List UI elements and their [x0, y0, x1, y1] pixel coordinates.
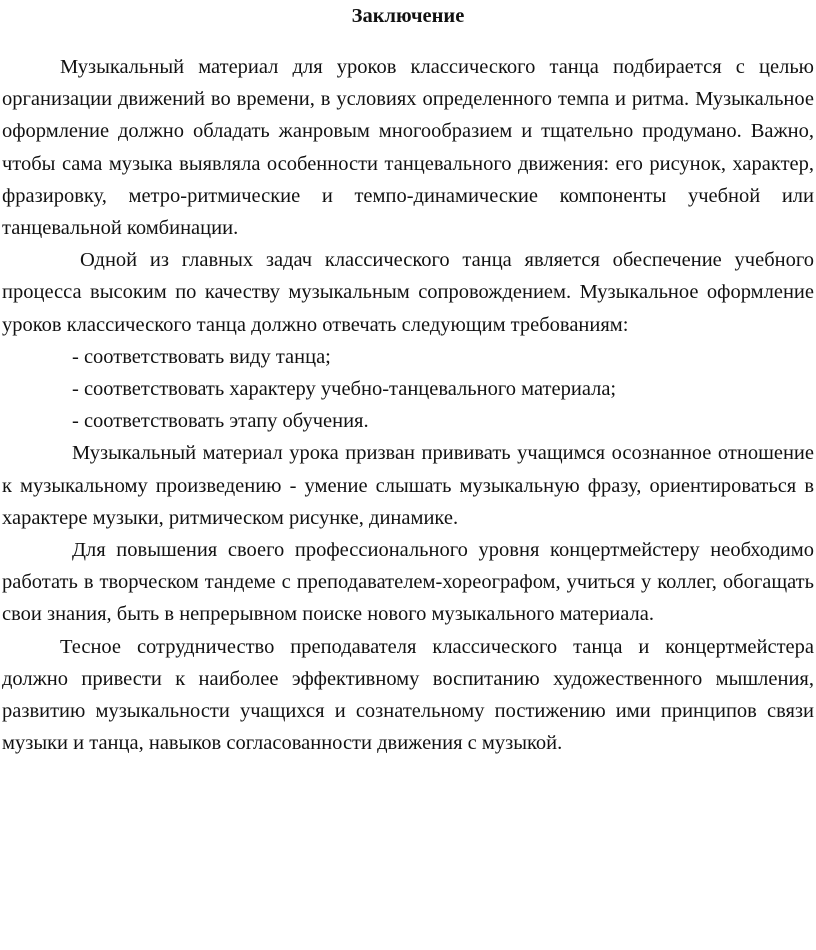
- paragraph-requirements: Одной из главных задач классического танца является обеспечение учебного процесса высоким по качеству музыкальным сопровождением. Музыкальное оформление уроков классического танца должно отвечать следующим требованиям:: [2, 249, 814, 336]
- paragraph-intro: Музыкальный материал для уроков классического танца подбирается с целью организации движений во времени, в условиях определенного темпа и ритма. Музыкальное оформление должно обладать жанровым многообразием и тщательно продумано. Важно, чтобы сама музыка выявляла особенности танцевального движения: его рисунок, характер, фразировку, метро-ритмические и темпо-динамические компоненты учебной или танцевальной комбинации.: [2, 56, 814, 240]
- list-item: - соответствовать характеру учебно-танцевального материала;: [72, 378, 617, 401]
- paragraph-accompanist-growth: Для повышения своего профессионального уровня концертмейстеру необходимо работать в творческом тандеме с преподавателем-хореографом, учиться у коллег, обогащать свои знания, быть в непрерывном поиске нового музыкального материала.: [2, 539, 814, 626]
- paragraph-cooperation: Тесное сотрудничество преподавателя классического танца и концертмейстера должно привести к наиболее эффективному воспитанию художественного мышления, развитию музыкальности учащихся и сознательному постижению ими принципов связи музыки и танца, навыков согласованности движения с музыкой.: [2, 635, 814, 755]
- page-title: Заключение: [351, 5, 465, 27]
- list-item: - соответствовать этапу обучения.: [72, 410, 369, 433]
- list-item: - соответствовать виду танца;: [72, 345, 331, 368]
- requirements-list: [2, 341, 814, 438]
- paragraph-material-purpose: Музыкальный материал урока призван прививать учащимся осознанное отношение к музыкальному произведению - умение слышать музыкальную фразу, ориентироваться в характере музыки, ритмическом рисунке, динамике.: [2, 442, 814, 529]
